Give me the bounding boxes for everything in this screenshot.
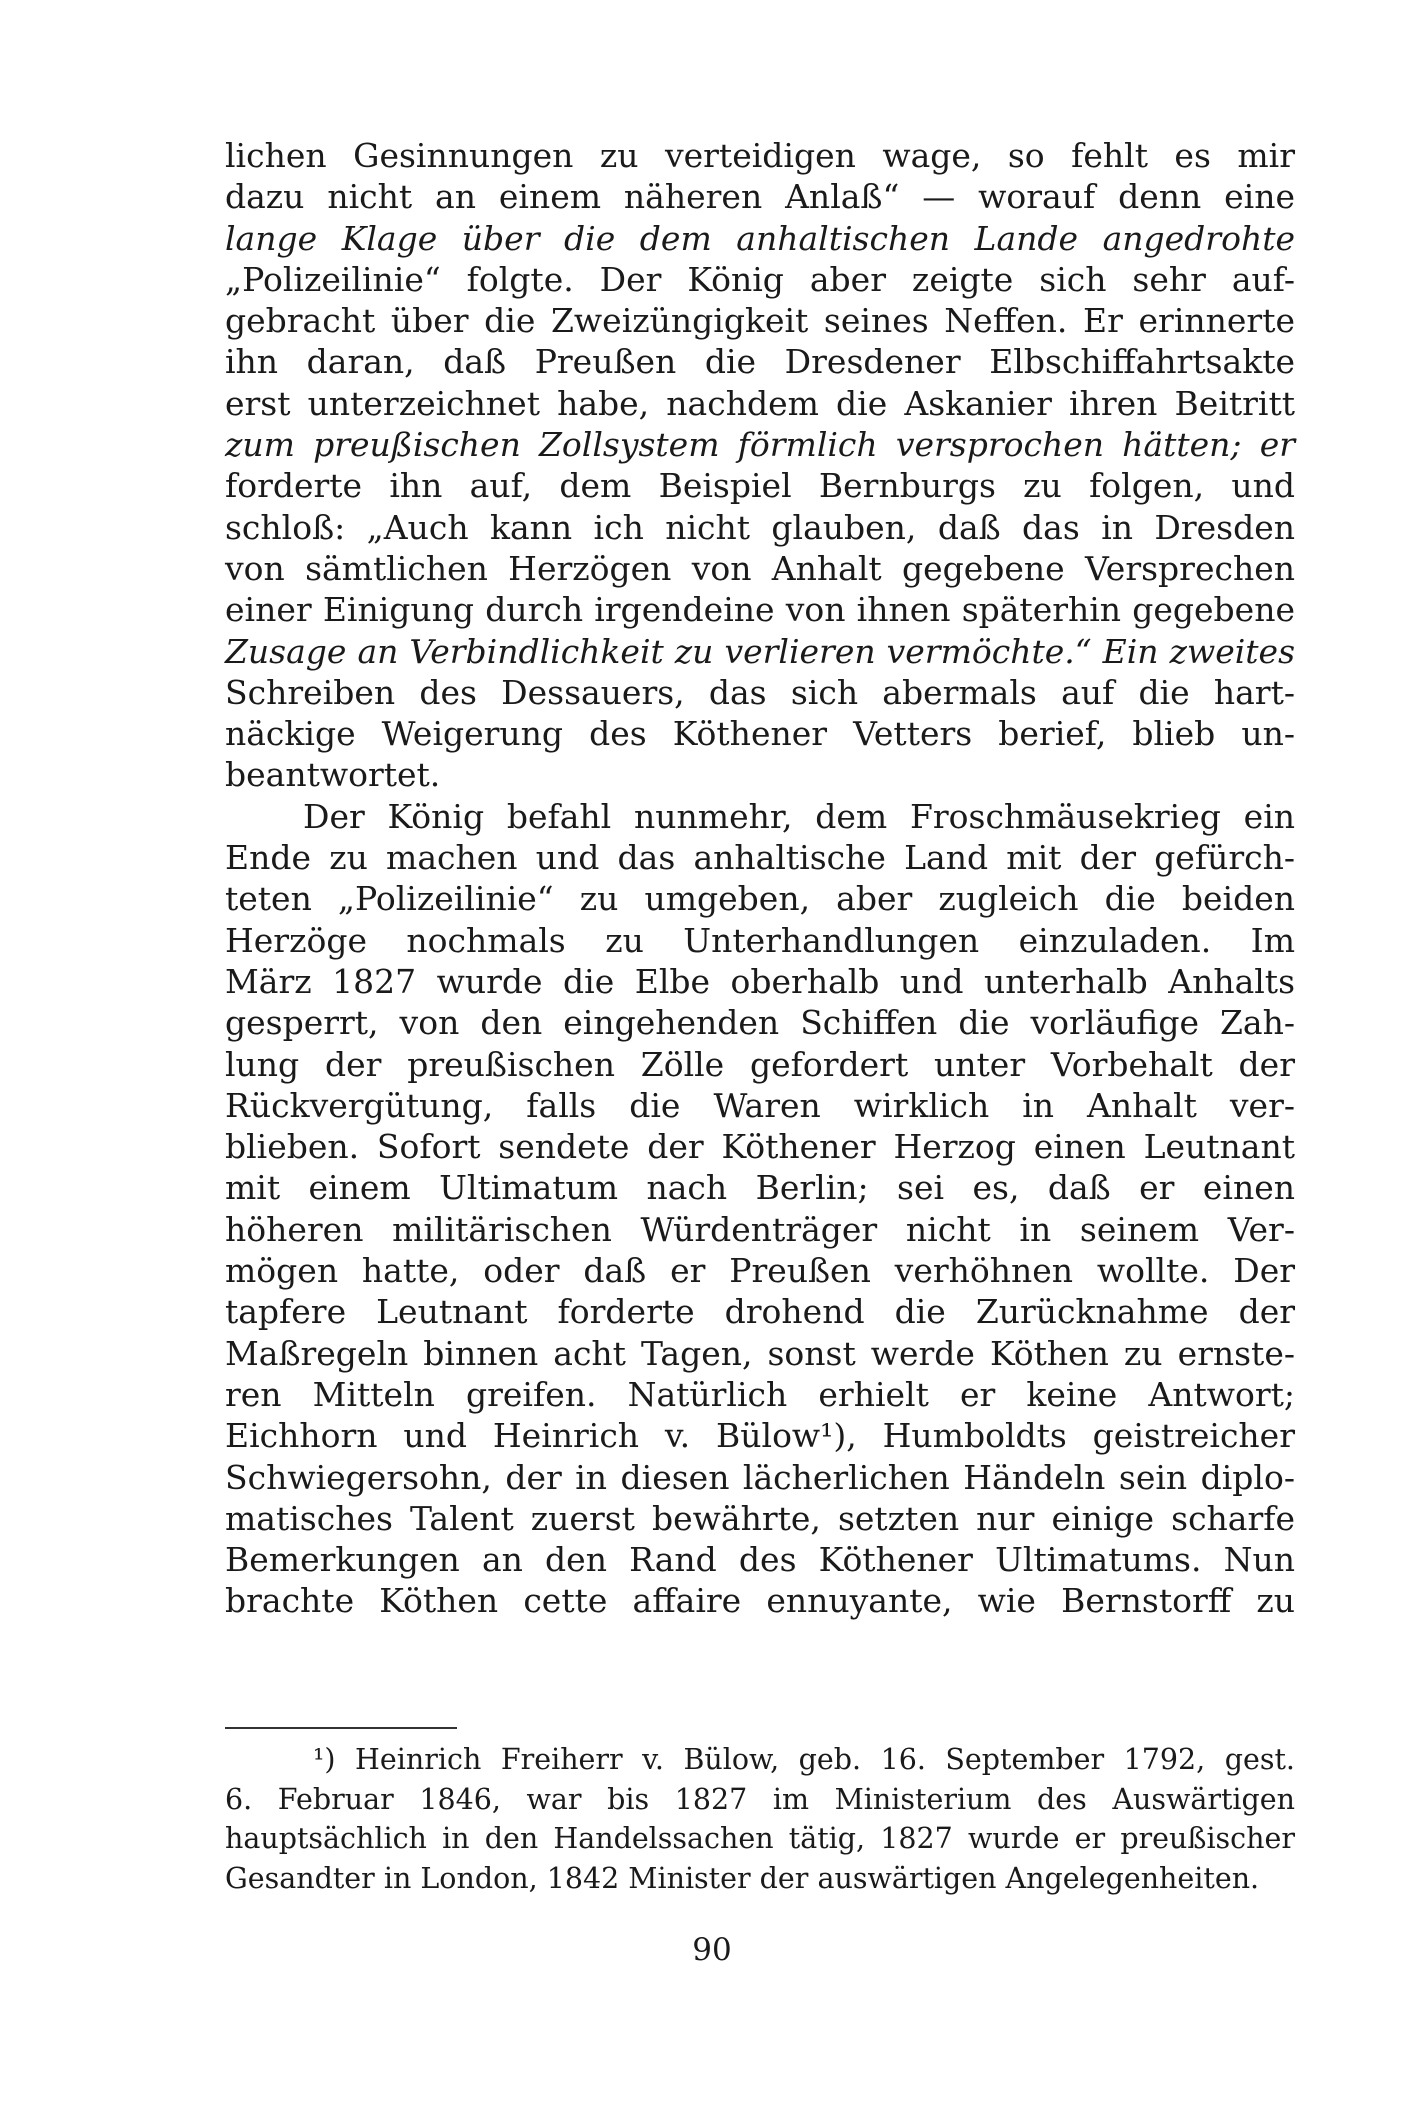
text-line: ihn daran, daß Preußen die Dresdener Elbschiffahrtsakte xyxy=(225,342,1295,382)
text-line: mit einem Ultimatum nach Berlin; sei es, daß er einen xyxy=(225,1168,1295,1208)
text-line: Schreiben des Dessauers, das sich abermals auf die hart- xyxy=(225,672,1295,712)
text-line: höheren militärischen Würdenträger nicht in seinem Ver- xyxy=(225,1209,1295,1249)
text-line: von sämtlichen Herzögen von Anhalt gegebene Versprechen xyxy=(225,548,1295,588)
text-line: „Polizeilinie“ folgte. Der König aber zeigte sich sehr auf- xyxy=(225,259,1295,299)
text-line: brachte Köthen cette affaire ennuyante, wie Bernstorff zu xyxy=(225,1581,1295,1621)
text-line: Ende zu machen und das anhaltische Land mit der gefürch- xyxy=(225,838,1295,878)
text-line: Schwiegersohn, der in diesen lächerlichen Händeln sein diplo- xyxy=(225,1457,1295,1497)
footnote-line: 6. Februar 1846, war bis 1827 im Ministerium des Auswärtigen xyxy=(225,1782,1295,1816)
text-line: ren Mitteln greifen. Natürlich erhielt er keine Antwort; xyxy=(225,1374,1295,1414)
text-line: lichen Gesinnungen zu verteidigen wage, so fehlt es mir xyxy=(225,136,1295,175)
text-line: Bemerkungen an den Rand des Köthener Ultimatums. Nun xyxy=(225,1540,1295,1580)
main-text xyxy=(225,135,1295,1622)
text-line: Maßregeln binnen acht Tagen, sonst werde Köthen zu ernste- xyxy=(225,1333,1295,1373)
footnote-divider xyxy=(225,1727,457,1729)
text-line: gesperrt, von den eingehenden Schiffen die vorläufige Zah- xyxy=(225,1003,1295,1043)
text-line: Eichhorn und Heinrich v. Bülow¹), Humboldts geistreicher xyxy=(225,1416,1295,1456)
page-number: 90 xyxy=(692,1932,732,1968)
text-line: teten „Polizeilinie“ zu umgeben, aber zugleich die beiden xyxy=(225,879,1295,919)
footnote-line: hauptsächlich in den Handelssachen tätig, 1827 wurde er preußischer xyxy=(225,1822,1295,1855)
text-line: dazu nicht an einem näheren Anlaß“ — worauf denn eine xyxy=(225,177,1295,217)
text-line: März 1827 wurde die Elbe oberhalb und unterhalb Anhalts xyxy=(225,961,1295,1001)
footnote-line: ¹) Heinrich Freiherr v. Bülow, geb. 16. September 1792, gest. xyxy=(313,1743,1295,1776)
text-line: lange Klage über die dem anhaltischen Lande angedrohte xyxy=(225,218,1295,258)
text-line: blieben. Sofort sendete der Köthener Herzog einen Leutnant xyxy=(225,1127,1295,1167)
text-line: mögen hatte, oder daß er Preußen verhöhnen wollte. Der xyxy=(225,1251,1295,1291)
text-line: matisches Talent zuerst bewährte, setzten nur einige scharfe xyxy=(225,1498,1295,1538)
text-line: Der König befahl nunmehr, dem Froschmäusekrieg ein xyxy=(303,796,1295,836)
text-line: näckige Weigerung des Köthener Vetters berief, blieb un- xyxy=(225,714,1295,754)
text-line: Zusage an Verbindlichkeit zu verlieren vermöchte.“ Ein zweites xyxy=(225,631,1295,671)
text-line: schloß: „Auch kann ich nicht glauben, daß das in Dresden xyxy=(225,507,1295,547)
text-line: forderte ihn auf, dem Beispiel Bernburgs zu folgen, und xyxy=(225,466,1295,506)
footnote-line: Gesandter in London, 1842 Minister der auswärtigen Angelegenheiten. xyxy=(225,1861,1260,1895)
text-line: zum preußischen Zollsystem förmlich versprochen hätten; er xyxy=(225,425,1295,465)
text-line: Herzöge nochmals zu Unterhandlungen einzuladen. Im xyxy=(225,920,1295,960)
text-line: Rückvergütung, falls die Waren wirklich in Anhalt ver- xyxy=(225,1085,1295,1125)
text-line: erst unterzeichnet habe, nachdem die Askanier ihren Beitritt xyxy=(225,383,1295,423)
text-line: einer Einigung durch irgendeine von ihnen späterhin gegebene xyxy=(225,590,1295,630)
text-line: gebracht über die Zweizüngigkeit seines Neffen. Er erinnerte xyxy=(225,301,1295,341)
footnote xyxy=(225,1740,1295,1898)
text-line: tapfere Leutnant forderte drohend die Zurücknahme der xyxy=(225,1292,1295,1332)
text-line: lung der preußischen Zölle gefordert unter Vorbehalt der xyxy=(225,1044,1295,1084)
text-line: beantwortet. xyxy=(225,755,441,795)
